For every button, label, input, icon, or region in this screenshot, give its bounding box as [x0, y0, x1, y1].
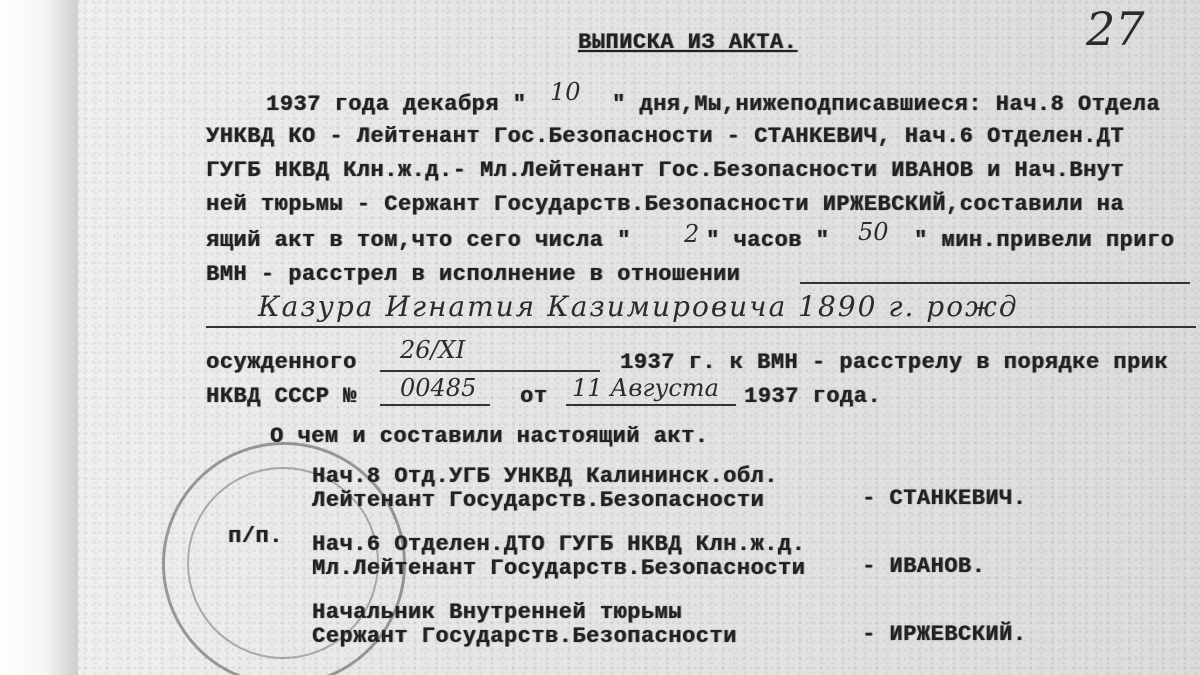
body-line-4: ней тюрьмы - Сержант Государств.Безопасности ИРЖЕВСКИЙ,составили на	[206, 192, 1125, 217]
signature-1-title: Нач.8 Отд.УГБ УНКВД Калининск.обл.	[312, 464, 778, 489]
body-line-5c: " мин.привели приго	[914, 228, 1175, 253]
handwritten-minutes: 50	[858, 218, 889, 246]
body-line-2: УНКВД КО - Лейтенант Гос.Безопасности - СТАНКЕВИЧ, Нач.6 Отделен.ДТ	[206, 124, 1125, 149]
pp-mark: п/п.	[228, 524, 283, 549]
body-line-8b: от	[520, 384, 548, 409]
fill-line	[800, 282, 1190, 284]
fill-line	[566, 404, 736, 406]
signature-2-title: Нач.6 Отделен.ДТО ГУГБ НКВД Клн.ж.д.	[312, 532, 806, 557]
body-line-9: О чем и составили настоящий акт.	[270, 424, 709, 449]
body-line-7b: 1937 г. к ВМН - расстрелу в порядке прик	[620, 350, 1169, 375]
body-line-6: ВМН - расстрел в исполнение в отношении	[206, 262, 741, 287]
body-line-8c: 1937 года.	[744, 384, 882, 409]
handwritten-hours: 2	[684, 220, 700, 248]
signature-1-rank: Лейтенант Государств.Безопасности	[312, 488, 765, 513]
document-title: ВЫПИСКА ИЗ АКТА.	[578, 30, 798, 55]
body-line-5a: ящий акт в том,что сего числа "	[206, 228, 631, 253]
handwritten-person-name: Казура Игнатия Казимировича 1890 г. рожд	[258, 290, 1019, 323]
page-number: 27	[1086, 2, 1145, 56]
handwritten-order-date: 11 Августа	[572, 374, 719, 402]
scan-margin	[0, 0, 78, 675]
body-line-8a: НКВД СССР №	[206, 384, 357, 409]
fill-line	[380, 404, 490, 406]
handwritten-sentence-date: 26/XI	[400, 336, 466, 364]
body-line-3: ГУГБ НКВД Клн.ж.д.- Мл.Лейтенант Гос.Безопасности ИВАНОВ и Нач.Внут	[206, 158, 1125, 183]
signature-1-name: - СТАНКЕВИЧ.	[862, 486, 1027, 511]
body-line-5b: " часов "	[706, 228, 830, 253]
handwritten-order-number: 00485	[400, 374, 477, 402]
body-line-7a: осужденного	[206, 350, 357, 375]
signature-3-name: - ИРЖЕВСКИЙ.	[862, 622, 1027, 647]
signature-2-rank: Мл.Лейтенант Государств.Безопасности	[312, 556, 806, 581]
fill-line	[380, 370, 600, 372]
signature-3-title: Начальник Внутренней тюрьмы	[312, 600, 682, 625]
signature-3-rank: Сержант Государств.Безопасности	[312, 624, 737, 649]
signature-2-name: - ИВАНОВ.	[862, 554, 986, 579]
fill-line	[206, 326, 1196, 328]
body-line-1b: " дня,Мы,нижеподписавшиеся: Нач.8 Отдела	[612, 92, 1161, 117]
handwritten-day: 10	[550, 78, 581, 106]
body-line-1a: 1937 года декабря "	[266, 92, 527, 117]
